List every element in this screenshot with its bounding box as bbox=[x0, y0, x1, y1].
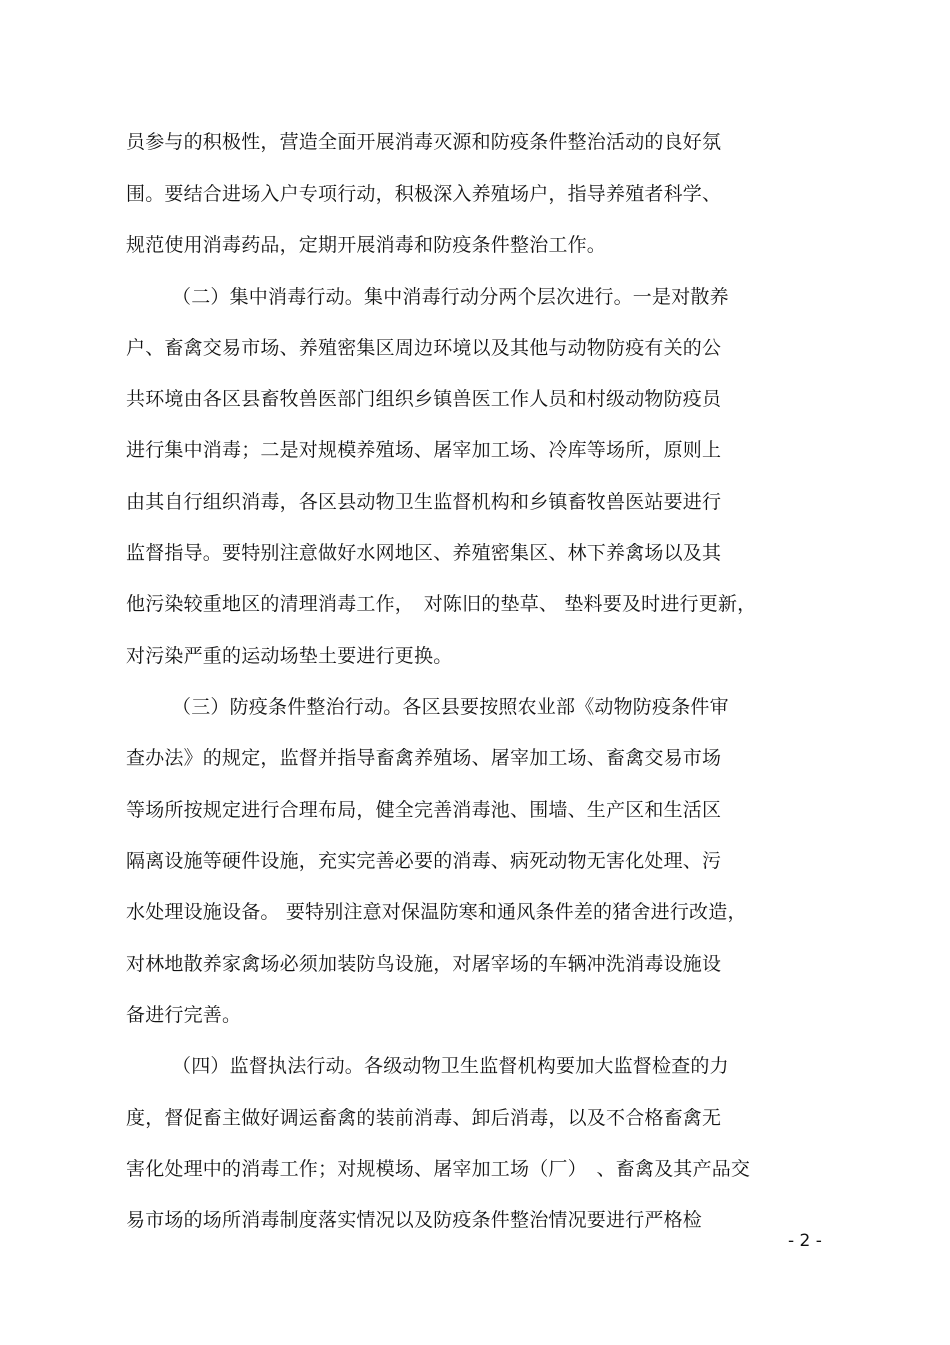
text-line: 等场所按规定进行合理布局，健全完善消毒池、围墙、生产区和生活区 bbox=[126, 799, 722, 821]
text-line: 规范使用消毒药品，定期开展消毒和防疫条件整治工作。 bbox=[126, 234, 607, 256]
page-number: - 2 - bbox=[788, 1231, 822, 1251]
text-line: 监督指导。要特别注意做好水网地区、养殖密集区、林下养禽场以及其 bbox=[126, 542, 722, 564]
text-line: 共环境由各区县畜牧兽医部门组织乡镇兽医工作人员和村级动物防疫员 bbox=[126, 388, 722, 410]
text-line: 围。要结合进场入户专项行动，积极深入养殖场户，指导养殖者科学、 bbox=[126, 183, 722, 205]
text-line: 户、畜禽交易市场、养殖密集区周边环境以及其他与动物防疫有关的公 bbox=[126, 337, 722, 359]
text-line: 备进行完善。 bbox=[126, 1004, 242, 1026]
text-line: 水处理设施设备。 要特别注意对保温防寒和通风条件差的猪舍进行改造， bbox=[126, 901, 747, 923]
paragraph-heading-line: （二）集中消毒行动。集中消毒行动分两个层次进行。一是对散养 bbox=[172, 286, 729, 308]
paragraph-heading-line: （四）监督执法行动。各级动物卫生监督机构要加大监督检查的力 bbox=[172, 1055, 729, 1077]
text-line: 他污染较重地区的清理消毒工作， 对陈旧的垫草、 垫料要及时进行更新， bbox=[126, 593, 757, 615]
text-line: 对污染严重的运动场垫土要进行更换。 bbox=[126, 645, 453, 667]
text-line: 隔离设施等硬件设施，充实完善必要的消毒、病死动物无害化处理、污 bbox=[126, 850, 722, 872]
text-line: 员参与的积极性，营造全面开展消毒灭源和防疫条件整治活动的良好氛 bbox=[126, 131, 722, 153]
text-line: 度，督促畜主做好调运畜禽的装前消毒、卸后消毒，以及不合格畜禽无 bbox=[126, 1107, 722, 1129]
text-line: 易市场的场所消毒制度落实情况以及防疫条件整治情况要进行严格检 bbox=[126, 1209, 703, 1231]
text-line: 害化处理中的消毒工作；对规模场、屠宰加工场（厂） 、畜禽及其产品交 bbox=[126, 1158, 751, 1180]
paragraph-heading-line: （三）防疫条件整治行动。各区县要按照农业部《动物防疫条件审 bbox=[172, 696, 729, 718]
text-line: 对林地散养家禽场必须加装防鸟设施，对屠宰场的车辆冲洗消毒设施设 bbox=[126, 953, 722, 975]
text-line: 进行集中消毒；二是对规模养殖场、屠宰加工场、冷库等场所，原则上 bbox=[126, 439, 722, 461]
text-line: 查办法》的规定，监督并指导畜禽养殖场、屠宰加工场、畜禽交易市场 bbox=[126, 747, 722, 769]
text-line: 由其自行组织消毒，各区县动物卫生监督机构和乡镇畜牧兽医站要进行 bbox=[126, 491, 722, 513]
